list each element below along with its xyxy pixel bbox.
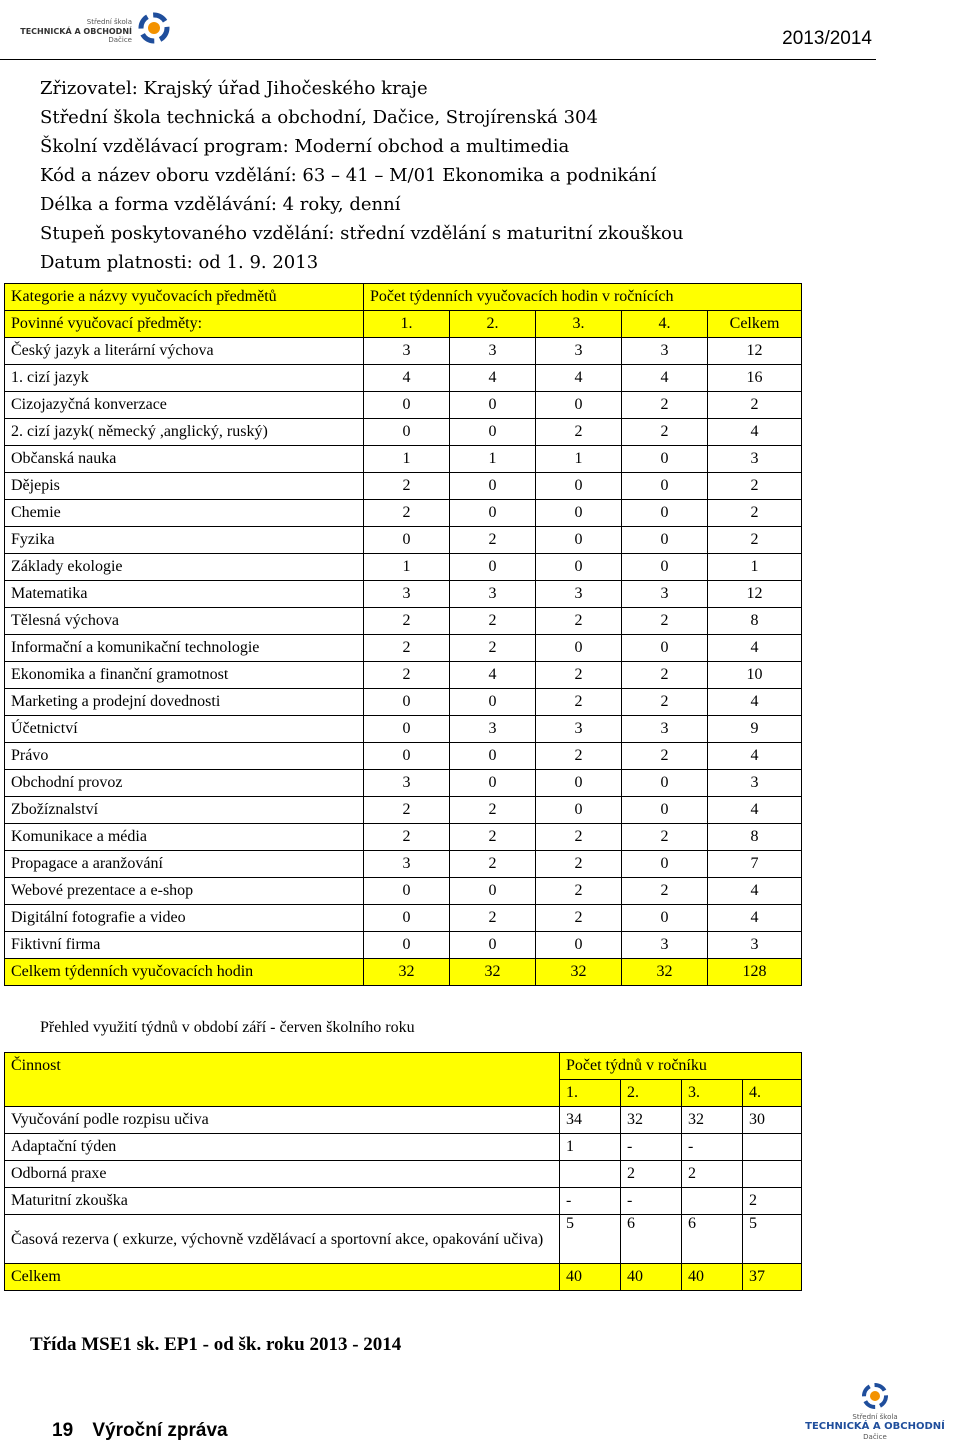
hours-cell: 3 — [536, 716, 622, 743]
weeks-cell: 6 — [621, 1215, 682, 1264]
hours-cell: 0 — [622, 797, 708, 824]
weeks-cell: 2 — [743, 1188, 802, 1215]
hours-cell: 3 — [622, 932, 708, 959]
hours-cell: 2 — [364, 500, 450, 527]
hours-cell: 2 — [364, 662, 450, 689]
school-logo-footer — [795, 1380, 955, 1442]
info-line: Délka a forma vzdělávání: 4 roky, denní — [40, 194, 401, 215]
hours-cell: 0 — [622, 770, 708, 797]
hours-total: 3 — [708, 770, 802, 797]
hours-total: 8 — [708, 608, 802, 635]
hours-cell: 0 — [450, 473, 536, 500]
hours-total: 10 — [708, 662, 802, 689]
hours-cell: 0 — [364, 419, 450, 446]
subject-name: Základy ekologie — [5, 554, 364, 581]
hours-cell: 2 — [622, 824, 708, 851]
logo-text: Střední škola TECHNICKÁ A OBCHODNÍ Dačice — [20, 18, 132, 44]
hours-cell: 1 — [364, 554, 450, 581]
table-row — [5, 824, 802, 851]
column-header: 1. — [560, 1080, 621, 1107]
hours-cell: 0 — [364, 527, 450, 554]
hours-cell: 0 — [622, 446, 708, 473]
hours-cell: 0 — [450, 392, 536, 419]
hours-cell: 0 — [536, 392, 622, 419]
hours-cell: 0 — [450, 419, 536, 446]
hours-cell: 0 — [364, 392, 450, 419]
hours-total: 9 — [708, 716, 802, 743]
total-label: Celkem týdenních vyučovacích hodin — [5, 959, 364, 986]
hours-cell: 3 — [364, 338, 450, 365]
table-row — [5, 716, 802, 743]
hours-cell: 2 — [622, 689, 708, 716]
hours-cell: 0 — [364, 716, 450, 743]
hours-total: 2 — [708, 527, 802, 554]
weeks-cell: 1 — [560, 1134, 621, 1161]
weeks-cell: 40 — [682, 1264, 743, 1291]
page-footer — [52, 1420, 228, 1442]
weeks-cell: 5 — [743, 1215, 802, 1264]
hours-cell: 2 — [450, 851, 536, 878]
subject-name: Informační a komunikační technologie — [5, 635, 364, 662]
hours-cell: 2 — [364, 824, 450, 851]
subject-name: Webové prezentace a e-shop — [5, 878, 364, 905]
weeks-cell — [682, 1188, 743, 1215]
hours-total: 2 — [708, 392, 802, 419]
header-weeks: Počet týdnů v ročníku — [560, 1053, 802, 1080]
table-row — [5, 797, 802, 824]
table-row — [5, 338, 802, 365]
hours-total: 4 — [708, 689, 802, 716]
subject-name: Dějepis — [5, 473, 364, 500]
hours-cell: 2 — [364, 608, 450, 635]
hours-total: 1 — [708, 554, 802, 581]
footer-title: Výroční zpráva — [92, 1420, 228, 1441]
hours-cell: 0 — [536, 473, 622, 500]
hours-cell: 2 — [536, 905, 622, 932]
hours-cell: 0 — [450, 500, 536, 527]
hours-cell: 3 — [450, 581, 536, 608]
header-rule — [0, 59, 876, 60]
activity-name: Maturitní zkouška — [5, 1188, 560, 1215]
hours-cell: 2 — [536, 851, 622, 878]
subheader-label: Povinné vyučovací předměty: — [5, 311, 364, 338]
hours-cell: 4 — [450, 662, 536, 689]
hours-total: 8 — [708, 824, 802, 851]
weeks-cell: 2 — [621, 1161, 682, 1188]
hours-cell: 32 — [364, 959, 450, 986]
hours-cell: 4 — [536, 365, 622, 392]
hours-cell: 4 — [622, 365, 708, 392]
hours-total: 4 — [708, 797, 802, 824]
table-row — [5, 851, 802, 878]
hours-cell: 0 — [364, 689, 450, 716]
table-row — [5, 581, 802, 608]
column-header: 4. — [743, 1080, 802, 1107]
table-row — [5, 473, 802, 500]
hours-cell: 4 — [450, 365, 536, 392]
subject-name: Účetnictví — [5, 716, 364, 743]
hours-cell: 0 — [536, 527, 622, 554]
total-label: Celkem — [5, 1264, 560, 1291]
table-header-row — [5, 284, 802, 311]
info-line: Školní vzdělávací program: Moderní obchod a multimedia — [40, 136, 570, 157]
hours-cell: 0 — [450, 554, 536, 581]
total-row — [5, 1264, 802, 1291]
hours-cell: 0 — [536, 770, 622, 797]
program-info — [40, 74, 684, 277]
hours-total: 4 — [708, 419, 802, 446]
info-line: Datum platnosti: od 1. 9. 2013 — [40, 252, 319, 273]
hours-cell: 2 — [536, 689, 622, 716]
hours-cell: 2 — [622, 608, 708, 635]
hours-cell: 0 — [622, 473, 708, 500]
subject-name: Občanská nauka — [5, 446, 364, 473]
header-category: Kategorie a názvy vyučovacích předmětů — [5, 284, 364, 311]
hours-cell: 2 — [536, 743, 622, 770]
column-header: 3. — [682, 1080, 743, 1107]
hours-total: 128 — [708, 959, 802, 986]
hours-cell: 0 — [364, 878, 450, 905]
weeks-cell: 5 — [560, 1215, 621, 1264]
hours-cell: 2 — [450, 635, 536, 662]
subject-name: Cizojazyčná konverzace — [5, 392, 364, 419]
hours-cell: 2 — [622, 743, 708, 770]
table-row — [5, 1107, 802, 1134]
info-line: Střední škola technická a obchodní, Dačice, Strojírenská 304 — [40, 107, 598, 128]
hours-total: 7 — [708, 851, 802, 878]
hours-total: 4 — [708, 878, 802, 905]
hours-cell: 2 — [364, 635, 450, 662]
weeks-table — [4, 1052, 802, 1291]
table-row — [5, 1188, 802, 1215]
subjects-table — [4, 283, 802, 986]
subject-name: Obchodní provoz — [5, 770, 364, 797]
subject-name: Fyzika — [5, 527, 364, 554]
subject-name: Propagace a aranžování — [5, 851, 364, 878]
table-row — [5, 1215, 802, 1264]
hours-cell: 32 — [622, 959, 708, 986]
hours-cell: 0 — [622, 527, 708, 554]
hours-cell: 0 — [450, 878, 536, 905]
weeks-cell: - — [621, 1188, 682, 1215]
hours-cell: 1 — [536, 446, 622, 473]
column-header: 2. — [450, 311, 536, 338]
hours-total: 4 — [708, 635, 802, 662]
column-header: 4. — [622, 311, 708, 338]
column-header: 3. — [536, 311, 622, 338]
weeks-cell: - — [621, 1134, 682, 1161]
hours-total: 12 — [708, 581, 802, 608]
subject-name: Komunikace a média — [5, 824, 364, 851]
table-header-row — [5, 1053, 802, 1080]
hours-cell: 2 — [622, 878, 708, 905]
hours-cell: 3 — [450, 338, 536, 365]
weeks-cell: 30 — [743, 1107, 802, 1134]
table-row — [5, 500, 802, 527]
hours-cell: 0 — [622, 635, 708, 662]
hours-cell: 3 — [364, 770, 450, 797]
hours-cell: 2 — [622, 662, 708, 689]
activity-name: Odborná praxe — [5, 1161, 560, 1188]
hours-cell: 0 — [364, 932, 450, 959]
table-row — [5, 662, 802, 689]
table-row — [5, 878, 802, 905]
weeks-cell — [560, 1161, 621, 1188]
subject-name: 1. cizí jazyk — [5, 365, 364, 392]
weeks-cell: - — [560, 1188, 621, 1215]
subject-name: Marketing a prodejní dovednosti — [5, 689, 364, 716]
hours-total: 2 — [708, 473, 802, 500]
hours-total: 12 — [708, 338, 802, 365]
hours-cell: 2 — [450, 797, 536, 824]
table-row — [5, 527, 802, 554]
table-row — [5, 446, 802, 473]
subject-name: Matematika — [5, 581, 364, 608]
weeks-cell: 32 — [682, 1107, 743, 1134]
weeks-cell: 2 — [682, 1161, 743, 1188]
hours-cell: 0 — [622, 905, 708, 932]
weeks-cell — [743, 1134, 802, 1161]
table-row — [5, 1161, 802, 1188]
hours-cell: 3 — [450, 716, 536, 743]
hours-cell: 0 — [536, 500, 622, 527]
weeks-cell — [743, 1161, 802, 1188]
hours-cell: 0 — [450, 932, 536, 959]
hours-cell: 1 — [364, 446, 450, 473]
weeks-cell: 40 — [560, 1264, 621, 1291]
hours-cell: 2 — [450, 608, 536, 635]
total-row — [5, 959, 802, 986]
weeks-cell: 40 — [621, 1264, 682, 1291]
weeks-cell: 6 — [682, 1215, 743, 1264]
table-row — [5, 743, 802, 770]
hours-cell: 0 — [450, 770, 536, 797]
header-hours: Počet týdenních vyučovacích hodin v ročnících — [364, 284, 802, 311]
hours-total: 3 — [708, 932, 802, 959]
hours-cell: 0 — [536, 635, 622, 662]
subject-name: Fiktivní firma — [5, 932, 364, 959]
subject-name: Digitální fotografie a video — [5, 905, 364, 932]
logo-text: Střední škola TECHNICKÁ A OBCHODNÍ Dačice — [805, 1413, 945, 1441]
hours-cell: 2 — [536, 662, 622, 689]
hours-cell: 3 — [622, 581, 708, 608]
weeks-caption: Přehled využití týdnů v období září - červen školního roku — [40, 1019, 415, 1036]
weeks-cell: 34 — [560, 1107, 621, 1134]
hours-cell: 32 — [450, 959, 536, 986]
info-line: Kód a název oboru vzdělání: 63 – 41 – M/01 Ekonomika a podnikání — [40, 165, 657, 186]
column-header: 2. — [621, 1080, 682, 1107]
subject-name: 2. cizí jazyk( německý ,anglický, ruský) — [5, 419, 364, 446]
school-year: 2013/2014 — [782, 28, 872, 49]
hours-cell: 3 — [536, 581, 622, 608]
hours-cell: 4 — [364, 365, 450, 392]
hours-cell: 0 — [622, 851, 708, 878]
hours-cell: 0 — [536, 554, 622, 581]
hours-cell: 2 — [450, 905, 536, 932]
info-line: Zřizovatel: Krajský úřad Jihočeského kraje — [40, 78, 428, 99]
subject-name: Ekonomika a finanční gramotnost — [5, 662, 364, 689]
hours-total: 2 — [708, 500, 802, 527]
page-number: 19 — [52, 1420, 74, 1441]
table-row — [5, 770, 802, 797]
table-row — [5, 1134, 802, 1161]
hours-cell: 0 — [622, 500, 708, 527]
hours-cell: 3 — [364, 851, 450, 878]
hours-cell: 3 — [536, 338, 622, 365]
subject-name: Zbožíznalství — [5, 797, 364, 824]
weeks-cell: - — [682, 1134, 743, 1161]
hours-cell: 0 — [536, 797, 622, 824]
hours-cell: 3 — [364, 581, 450, 608]
subject-name: Chemie — [5, 500, 364, 527]
table-row — [5, 365, 802, 392]
table-row — [5, 905, 802, 932]
hours-cell: 3 — [622, 716, 708, 743]
hours-total: 3 — [708, 446, 802, 473]
activity-name: Vyučování podle rozpisu učiva — [5, 1107, 560, 1134]
table-row — [5, 554, 802, 581]
hours-cell: 0 — [450, 689, 536, 716]
table-row — [5, 419, 802, 446]
subject-name: Tělesná výchova — [5, 608, 364, 635]
table-row — [5, 392, 802, 419]
logo-emblem-icon — [134, 8, 174, 52]
subject-name: Právo — [5, 743, 364, 770]
hours-cell: 2 — [536, 878, 622, 905]
table-row — [5, 635, 802, 662]
table-row — [5, 608, 802, 635]
hours-cell: 2 — [622, 419, 708, 446]
hours-cell: 1 — [450, 446, 536, 473]
hours-cell: 2 — [536, 419, 622, 446]
hours-cell: 2 — [622, 392, 708, 419]
logo-emblem-icon — [857, 1380, 893, 1412]
hours-cell: 32 — [536, 959, 622, 986]
info-line: Stupeň poskytovaného vzdělání: střední vzdělání s maturitní zkouškou — [40, 223, 684, 244]
column-header: 1. — [364, 311, 450, 338]
hours-cell: 2 — [536, 608, 622, 635]
hours-cell: 0 — [364, 905, 450, 932]
hours-cell: 0 — [364, 743, 450, 770]
class-line: Třída MSE1 sk. EP1 - od šk. roku 2013 - 2014 — [30, 1334, 402, 1355]
school-logo — [12, 8, 172, 52]
table-subheader-row — [5, 311, 802, 338]
hours-cell: 2 — [450, 527, 536, 554]
hours-cell: 2 — [364, 797, 450, 824]
hours-cell: 0 — [622, 554, 708, 581]
header-activity: Činnost — [5, 1053, 560, 1107]
weeks-cell: 37 — [743, 1264, 802, 1291]
subject-name: Český jazyk a literární výchova — [5, 338, 364, 365]
hours-cell: 0 — [450, 743, 536, 770]
hours-total: 16 — [708, 365, 802, 392]
table-row — [5, 932, 802, 959]
hours-cell: 2 — [450, 824, 536, 851]
hours-cell: 2 — [364, 473, 450, 500]
hours-total: 4 — [708, 905, 802, 932]
hours-total: 4 — [708, 743, 802, 770]
weeks-cell: 32 — [621, 1107, 682, 1134]
hours-cell: 3 — [622, 338, 708, 365]
activity-name: Adaptační týden — [5, 1134, 560, 1161]
table-row — [5, 689, 802, 716]
hours-cell: 2 — [536, 824, 622, 851]
activity-name: Časová rezerva ( exkurze, výchovně vzdělávací a sportovní akce, opakování učiva) — [5, 1215, 560, 1264]
hours-cell: 0 — [536, 932, 622, 959]
column-header: Celkem — [708, 311, 802, 338]
